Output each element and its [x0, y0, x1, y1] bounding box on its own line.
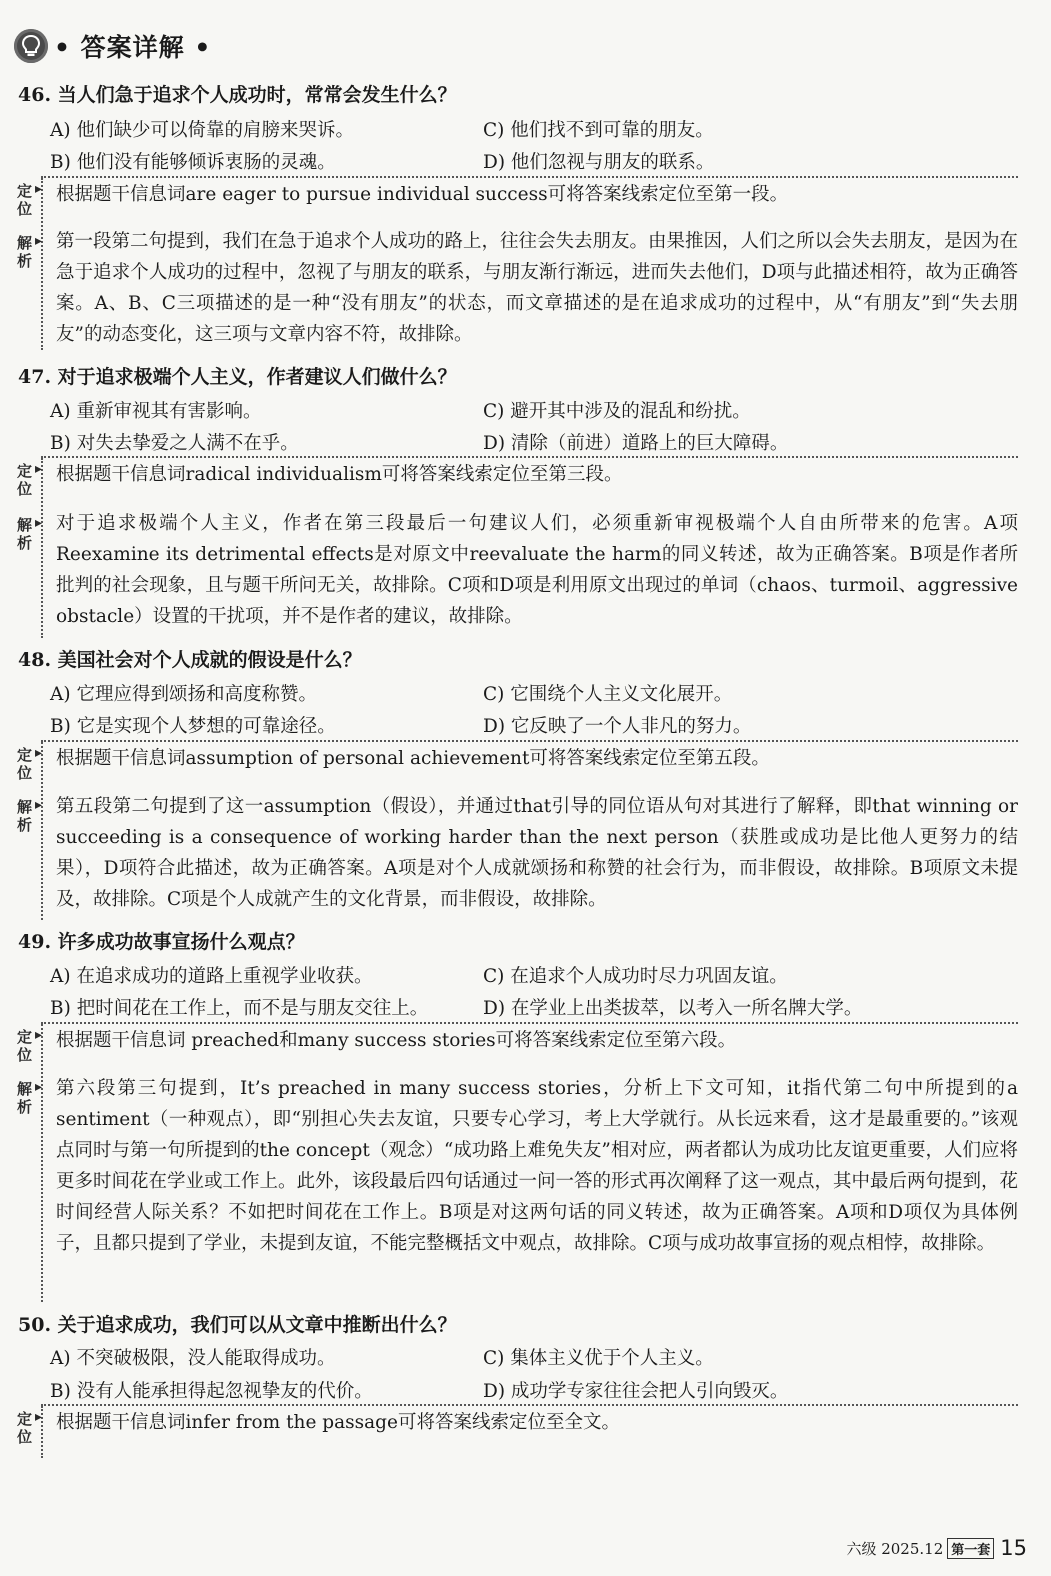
- section-header: [14, 26, 211, 66]
- question-46: 46. 当人们急于追求个人成功时，常常会发生什么？: [18, 84, 457, 106]
- q46-option-d: D) 他们忽视与朋友的联系。: [483, 152, 715, 173]
- locate-label: 定位 ▸: [17, 181, 43, 218]
- q48-analysis: 第五段第二句提到了这一assumption（假设），并通过that引导的同位语从句对其进行了解释，即that winning or succeeding is a consequence of working harder than the next person（获胜或成功是比他人更努力的结果），D项符合此描述，故为正确答案。A项是对个人成就颂扬和称赞的社会行为，而非假设，故排除。B项原文未提及，故排除。C项是个人成就产生的文化背景，而非假设，故排除。: [56, 796, 1018, 910]
- divider: [41, 456, 1018, 458]
- arrow-icon: ▸: [35, 1409, 43, 1425]
- arrow-icon: ▸: [35, 515, 43, 531]
- q49-option-a: A) 在追求成功的道路上重视学业收获。: [50, 966, 373, 987]
- divider: [41, 1404, 1018, 1406]
- lightbulb-icon: [14, 29, 48, 63]
- divider: [41, 1022, 1018, 1024]
- q47-option-a: A) 重新审视其有害影响。: [50, 401, 262, 422]
- divider: [41, 742, 43, 920]
- set-badge: 第一套: [947, 1538, 994, 1559]
- q49-locate: 根据题干信息词 preached和many success stories可将答案线索定位至第六段。: [56, 1030, 737, 1051]
- divider: [41, 1024, 43, 1302]
- q46-option-a: A) 他们缺少可以倚靠的肩膀来哭诉。: [50, 120, 354, 141]
- analysis-label: 解析 ▸: [17, 797, 43, 834]
- analysis-label: 解析 ▸: [17, 233, 43, 270]
- exam-level: 六级 2025.12: [846, 1539, 944, 1558]
- q47-analysis: 对于追求极端个人主义，作者在第三段最后一句建议人们，必须重新审视极端个人自由所带来的危害。A项Reexamine its detrimental effects是对原文中reevaluate the harm的同义转述，故为正确答案。B项是作者所批判的社会现象，且与题干所问无关，故排除。C项和D项是利用原文出现过的单词（chaos、turmoil、aggressive obstacle）设置的干扰项，并不是作者的建议，故排除。: [56, 513, 1018, 627]
- q50-option-d: D) 成功学专家往往会把人引向毁灭。: [483, 1381, 789, 1402]
- divider: [41, 458, 43, 638]
- q50-option-b: B) 没有人能承担得起忽视挚友的代价。: [50, 1381, 373, 1402]
- locate-label: 定位 ▸: [17, 461, 43, 498]
- q50-locate: 根据题干信息词infer from the passage可将答案线索定位至全文。: [56, 1412, 620, 1433]
- q48-locate: 根据题干信息词assumption of personal achievement可将答案线索定位至第五段。: [56, 748, 770, 769]
- arrow-icon: ▸: [35, 1079, 43, 1095]
- q47-option-b: B) 对失去挚爱之人满不在乎。: [50, 433, 299, 454]
- arrow-icon: ▸: [35, 1027, 43, 1043]
- page-number: 15: [1000, 1536, 1027, 1560]
- q48-option-b: B) 它是实现个人梦想的可靠途径。: [50, 716, 336, 737]
- question-49: 49. 许多成功故事宣扬什么观点？: [18, 931, 305, 953]
- q47-option-d: D) 清除（前进）道路上的巨大障碍。: [483, 433, 789, 454]
- q48-option-a: A) 它理应得到颂扬和高度称赞。: [50, 684, 317, 705]
- locate-label: 定位 ▸: [17, 1027, 43, 1064]
- arrow-icon: ▸: [35, 745, 43, 761]
- q50-option-c: C) 集体主义优于个人主义。: [483, 1348, 714, 1369]
- locate-label: 定位 ▸: [17, 745, 43, 782]
- q48-option-c: C) 它围绕个人主义文化展开。: [483, 684, 733, 705]
- question-48: 48. 美国社会对个人成就的假设是什么？: [18, 649, 362, 671]
- q46-option-b: B) 他们没有能够倾诉衷肠的灵魂。: [50, 152, 336, 173]
- page-footer: [846, 1536, 1027, 1560]
- q47-option-c: C) 避开其中涉及的混乱和纷扰。: [483, 401, 751, 422]
- q49-option-d: D) 在学业上出类拔萃，以考入一所名牌大学。: [483, 998, 863, 1019]
- arrow-icon: ▸: [35, 797, 43, 813]
- analysis-label: 解析 ▸: [17, 1079, 43, 1116]
- arrow-icon: ▸: [35, 181, 43, 197]
- q50-option-a: A) 不突破极限，没人能取得成功。: [50, 1348, 336, 1369]
- q49-option-c: C) 在追求个人成功时尽力巩固友谊。: [483, 966, 788, 987]
- divider: [41, 176, 1018, 178]
- q49-option-b: B) 把时间花在工作上，而不是与朋友交往上。: [50, 998, 429, 1019]
- q48-option-d: D) 它反映了一个人非凡的努力。: [483, 716, 752, 737]
- q49-analysis: 第六段第三句提到，It’s preached in many success stories，分析上下文可知，it指代第二句中所提到的a sentiment（一种观点），即“别担心失去友谊，只要专心学习，考上大学就行。从长远来看，这才是最重要的。”该观点同时与第一句所提到的the concept（观念）“成功路上难免失友”相对应，两者都认为成功比友谊更重要，人们应将更多时间花在学业或工作上。此外，该段最后四句话通过一问一答的形式再次阐释了这一观点，其中最后两句提到，花时间经营人际关系？不如把时间花在工作上。B项是对这两句话的同义转述，故为正确答案。A项和D项仅为具体例子，且都只提到了学业，未提到友谊，不能完整概括文中观点，故排除。C项与成功故事宣扬的观点相悖，故排除。: [56, 1078, 1019, 1254]
- section-title: • 答案详解 •: [54, 33, 212, 62]
- q47-locate: 根据题干信息词radical individualism可将答案线索定位至第三段。: [56, 464, 623, 485]
- q46-analysis: 第一段第二句提到，我们在急于追求个人成功的路上，往往会失去朋友。由果推因，人们之所以会失去朋友，是因为在急于追求个人成功的过程中，忽视了与朋友的联系，与朋友渐行渐远，进而失去他们，D项与此描述相符，故为正确答案。A、B、C三项描述的是一种“没有朋友”的状态，而文章描述的是在追求成功的过程中，从“有朋友”到“失去朋友”的动态变化，这三项与文章内容不符，故排除。: [56, 231, 1019, 345]
- analysis-label: 解析 ▸: [17, 515, 43, 552]
- question-47: 47. 对于追求极端个人主义，作者建议人们做什么？: [18, 366, 457, 388]
- divider: [41, 178, 43, 350]
- divider: [41, 740, 1018, 742]
- locate-label: 定位 ▸: [17, 1409, 43, 1446]
- arrow-icon: ▸: [35, 233, 43, 249]
- q46-locate: 根据题干信息词are eager to pursue individual success可将答案线索定位至第一段。: [56, 184, 789, 205]
- q46-option-c: C) 他们找不到可靠的朋友。: [483, 120, 714, 141]
- question-50: 50. 关于追求成功，我们可以从文章中推断出什么？: [18, 1314, 457, 1336]
- arrow-icon: ▸: [35, 461, 43, 477]
